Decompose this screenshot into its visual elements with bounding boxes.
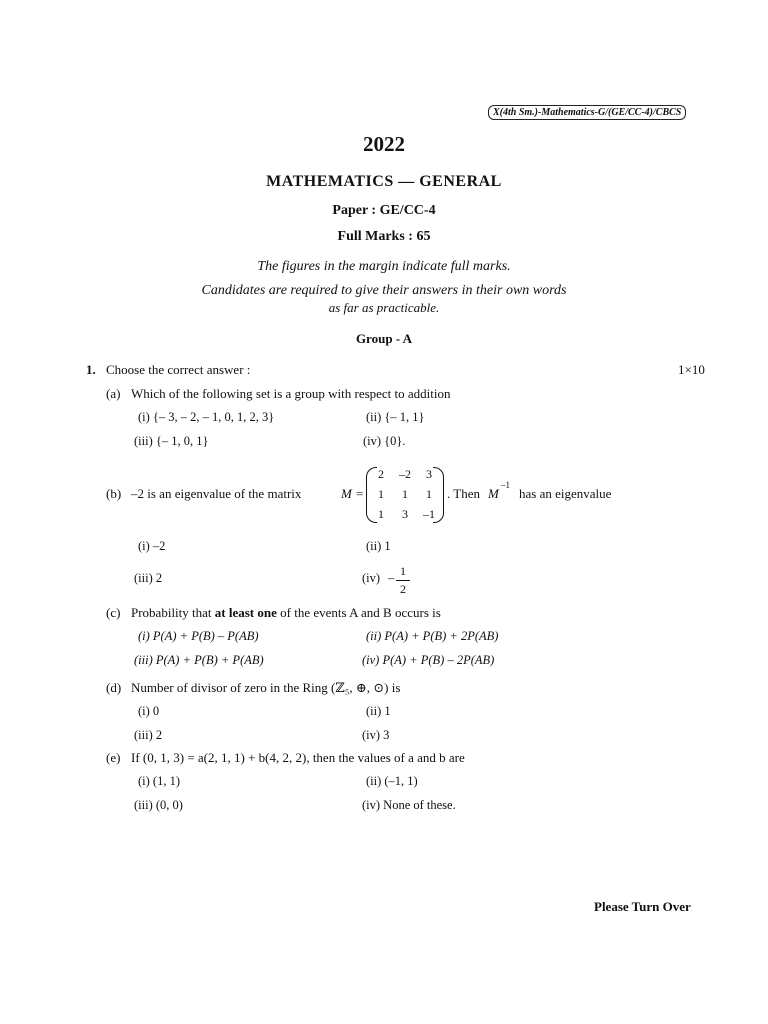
part-c-option-2: (ii) P(A) + P(B) + 2P(AB): [366, 629, 499, 643]
group-title: Group - A: [355, 331, 413, 346]
part-a-option-4: (iv) {0}.: [363, 434, 406, 448]
part-b-label: (b): [106, 486, 122, 501]
part-d-option-4: (iv) 3: [362, 728, 390, 742]
matrix-cell: 1: [426, 487, 432, 501]
matrix-lhs: M =: [341, 486, 364, 501]
part-b-then: . Then: [447, 486, 480, 501]
part-a-label: (a): [106, 386, 121, 401]
part-d-option-3: (iii) 2: [134, 728, 163, 742]
part-b-option-4-label: (iv): [362, 571, 381, 585]
part-a-option-1: (i) {– 3, – 2, – 1, 0, 1, 2, 3}: [138, 410, 275, 424]
part-b-rest: has an eigenvalue: [519, 486, 612, 501]
part-c-text-post: of the events A and B occurs is: [280, 605, 441, 620]
part-c-option-1: (i) P(A) + P(B) – P(AB): [138, 629, 259, 643]
part-d-label: (d): [106, 680, 122, 695]
matrix-cell: 2: [378, 467, 384, 481]
part-d-text: Number of divisor of zero in the Ring (ℤ₅, ⊕, ⊙) is: [131, 680, 401, 695]
part-e-option-4: (iv) None of these.: [362, 798, 456, 812]
fraction-numerator: 1: [400, 564, 406, 578]
matrix-cell: 1: [402, 487, 408, 501]
part-e-label: (e): [106, 750, 121, 765]
question-number: 1.: [86, 362, 96, 377]
fraction-bar: [396, 580, 410, 581]
part-b-option-4-sign: –: [388, 571, 395, 585]
part-c-option-4: (iv) P(A) + P(B) – 2P(AB): [362, 653, 495, 667]
part-d-option-1: (i) 0: [138, 704, 160, 718]
matrix-cell: 3: [426, 467, 432, 481]
matrix-cell: –2: [399, 467, 411, 481]
part-d-option-2: (ii) 1: [366, 704, 391, 718]
fraction-denominator: 2: [400, 582, 406, 596]
matrix-cell: 1: [378, 487, 384, 501]
instruction-line-1: The figures in the margin indicate full marks.: [257, 259, 511, 274]
question-text: Choose the correct answer :: [106, 362, 251, 377]
part-a-text: Which of the following set is a group with respect to addition: [131, 386, 451, 401]
full-marks: Full Marks : 65: [337, 229, 431, 244]
part-c-label: (c): [106, 605, 121, 620]
matrix-cell: 1: [378, 507, 384, 521]
matrix-cell: –1: [423, 507, 435, 521]
matrix-inverse: M: [488, 486, 499, 501]
exam-year: 2022: [363, 132, 405, 156]
please-turn-over: Please Turn Over: [594, 899, 691, 914]
part-a-option-3: (iii) {– 1, 0, 1}: [134, 434, 209, 448]
matrix-m: [366, 467, 444, 523]
inverse-exponent: –1: [501, 480, 510, 490]
part-c-text-bold: at least one: [214, 605, 277, 620]
part-b-text: –2 is an eigenvalue of the matrix: [131, 486, 302, 501]
part-e-option-2: (ii) (–1, 1): [366, 774, 418, 788]
paper-code-title: Paper : GE/CC-4: [332, 203, 436, 218]
part-a-option-2: (ii) {– 1, 1}: [366, 410, 425, 424]
fraction-one-half: [396, 564, 410, 597]
part-e-option-1: (i) (1, 1): [138, 774, 180, 788]
part-e-option-3: (iii) (0, 0): [134, 798, 183, 812]
part-c-text-pre: Probability that: [131, 605, 212, 620]
part-c-option-3: (iii) P(A) + P(B) + P(AB): [134, 653, 264, 667]
part-c-text: [131, 605, 441, 621]
part-b-option-3: (iii) 2: [134, 571, 163, 585]
subject-title: MATHEMATICS — GENERAL: [266, 173, 502, 190]
part-b-option-1: (i) –2: [138, 539, 166, 553]
part-e-text: If (0, 1, 3) = a(2, 1, 1) + b(4, 2, 2), then the values of a and b are: [131, 750, 465, 765]
part-b-option-2: (ii) 1: [366, 539, 391, 553]
question-marks: 1×10: [678, 362, 705, 377]
instruction-line-2: Candidates are required to give their answers in their own words: [201, 283, 567, 298]
paper-code: X(4th Sm.)-Mathematics-G/(GE/CC-4)/CBCS: [488, 105, 686, 120]
instruction-line-3: as far as practicable.: [328, 300, 440, 315]
matrix-cell: 3: [402, 507, 408, 521]
